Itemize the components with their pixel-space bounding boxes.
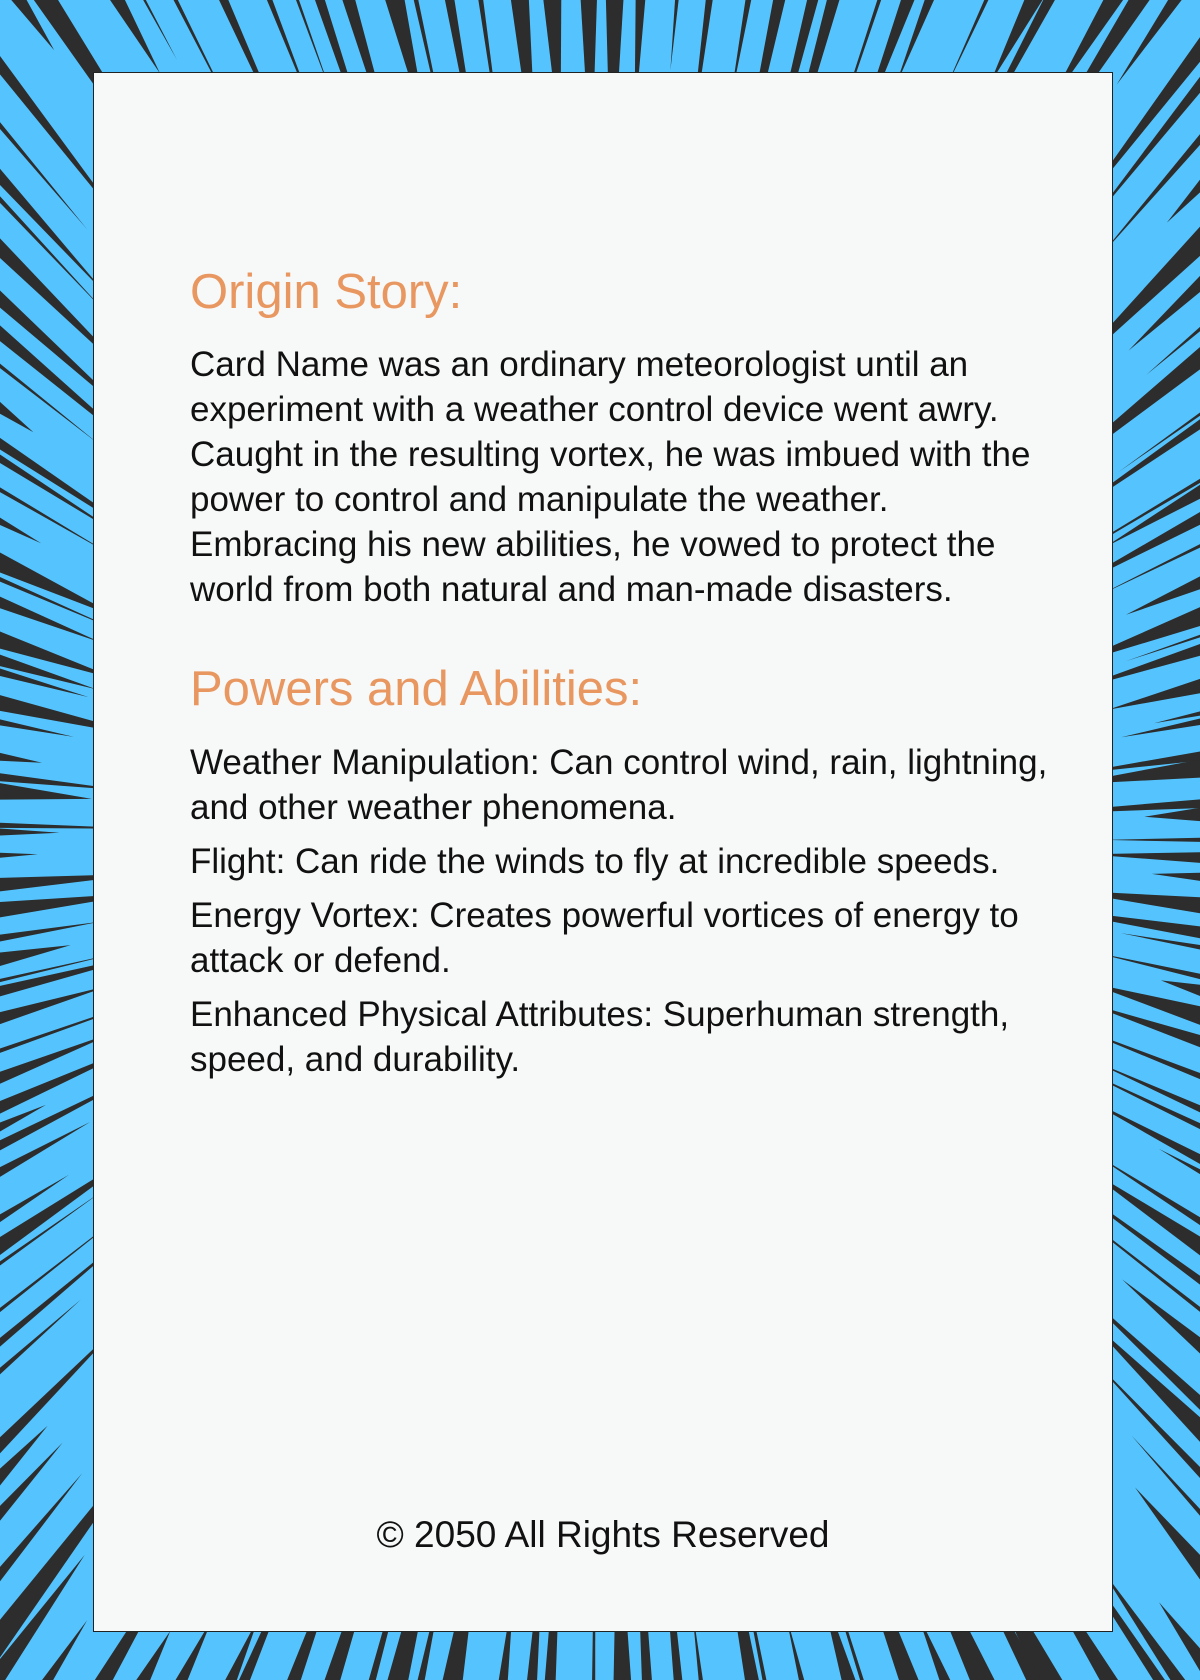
character-card: [93, 72, 1113, 1632]
copyright-footer: © 2050 All Rights Reserved: [376, 1514, 830, 1555]
power-item: Energy Vortex: Creates powerful vortices of energy to attack or defend.: [190, 895, 1019, 980]
card-content: [190, 263, 1050, 1091]
powers-list: [190, 740, 1050, 1082]
power-item: Flight: Can ride the winds to fly at incredible speeds.: [190, 841, 1000, 881]
origin-story-text: Card Name was an ordinary meteorologist until an experiment with a weather control device went awry. Caught in the resulting vortex, he was imbued with the power to control and manipulate the weather. Embracing his new abilities, he vowed to protect the world from both natural and man-made disasters.: [190, 344, 1031, 609]
powers-heading: Powers and Abilities:: [190, 661, 643, 716]
origin-story-heading: Origin Story:: [190, 265, 463, 319]
power-item: Enhanced Physical Attributes: Superhuman strength, speed, and durability.: [190, 994, 1010, 1079]
power-item: Weather Manipulation: Can control wind, rain, lightning, and other weather phenomena.: [190, 742, 1048, 827]
